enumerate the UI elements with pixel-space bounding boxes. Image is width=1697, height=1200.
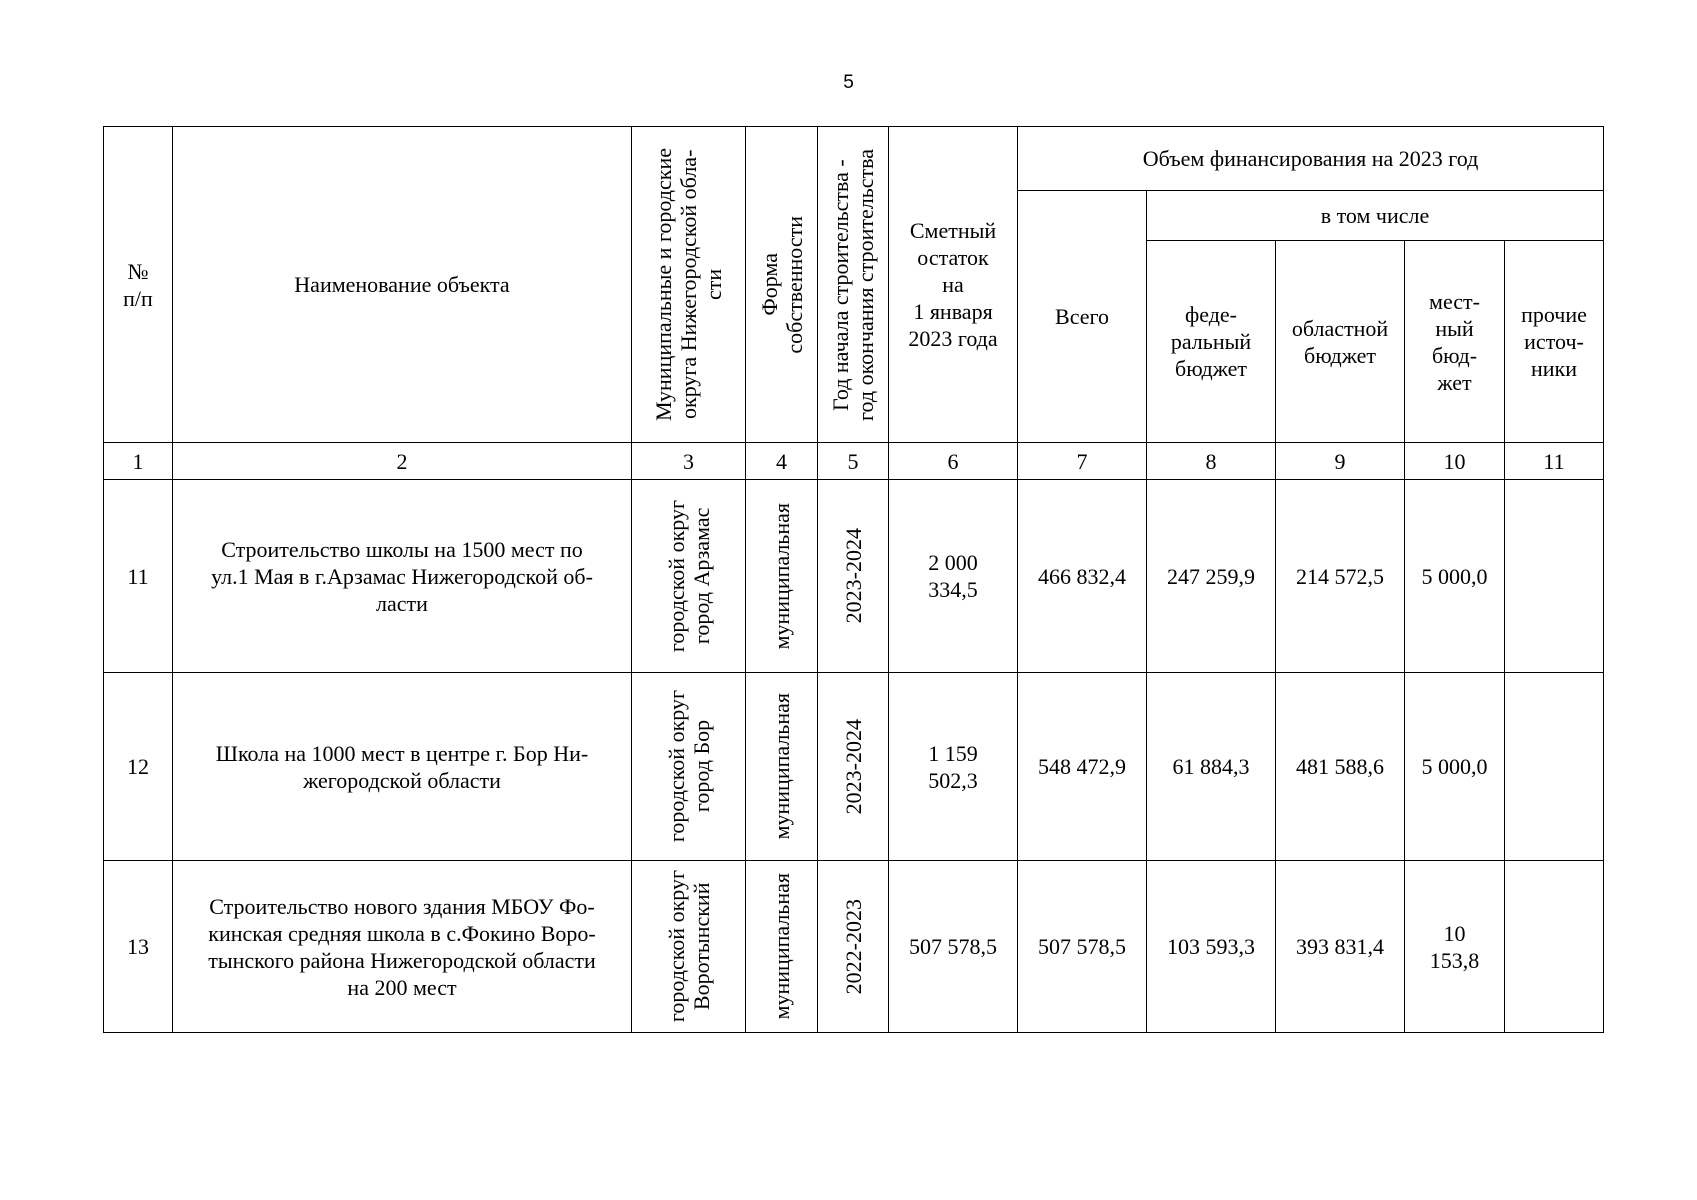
header-funding: Объем финансирования на 2023 год xyxy=(1018,127,1604,191)
row-estimate: 2 000 334,5 xyxy=(889,480,1018,673)
header-total: Всего xyxy=(1018,191,1147,443)
row-name: Строительство нового здания МБОУ Фо- кинская средняя школа в с.Фокино Воро- тынского района Нижегородской области на 200 мест xyxy=(173,861,632,1033)
row-regional: 481 588,6 xyxy=(1276,673,1405,861)
row-regional: 393 831,4 xyxy=(1276,861,1405,1033)
row-ownership: муниципальная xyxy=(746,673,818,861)
header-other: прочие источ- ники xyxy=(1505,241,1604,443)
table-row xyxy=(104,673,1604,861)
header-name: Наименование объекта xyxy=(173,127,632,443)
row-ownership: муниципальная xyxy=(746,480,818,673)
row-municipal: городской округ город Арзамас xyxy=(632,480,746,673)
column-number: 9 xyxy=(1276,443,1405,480)
page-number: 5 xyxy=(843,72,854,93)
column-number: 4 xyxy=(746,443,818,480)
column-number: 2 xyxy=(173,443,632,480)
row-local: 5 000,0 xyxy=(1405,673,1505,861)
row-municipal: городской округ Воротынский xyxy=(632,861,746,1033)
column-number-row xyxy=(104,443,1604,480)
header-years: Год начала строительства - год окончания строительства xyxy=(818,127,889,443)
header-local: мест- ный бюд- жет xyxy=(1405,241,1505,443)
header-estimate: Сметный остаток на 1 января 2023 года xyxy=(889,127,1018,443)
row-ownership: муниципальная xyxy=(746,861,818,1033)
row-local: 10 153,8 xyxy=(1405,861,1505,1033)
row-regional: 214 572,5 xyxy=(1276,480,1405,673)
column-number: 3 xyxy=(632,443,746,480)
row-federal: 61 884,3 xyxy=(1147,673,1276,861)
header-including: в том числе xyxy=(1147,191,1604,241)
row-name: Строительство школы на 1500 мест по ул.1 Мая в г.Арзамас Нижегородской об- ласти xyxy=(173,480,632,673)
row-num: 12 xyxy=(104,673,173,861)
row-estimate: 1 159 502,3 xyxy=(889,673,1018,861)
row-other xyxy=(1505,673,1604,861)
row-other xyxy=(1505,480,1604,673)
row-years: 2023-2024 xyxy=(818,673,889,861)
row-estimate: 507 578,5 xyxy=(889,861,1018,1033)
row-num: 11 xyxy=(104,480,173,673)
table-row xyxy=(104,480,1604,673)
row-local: 5 000,0 xyxy=(1405,480,1505,673)
financing-table xyxy=(103,126,1604,1033)
row-years: 2022-2023 xyxy=(818,861,889,1033)
row-total: 466 832,4 xyxy=(1018,480,1147,673)
column-number: 1 xyxy=(104,443,173,480)
column-number: 5 xyxy=(818,443,889,480)
row-federal: 103 593,3 xyxy=(1147,861,1276,1033)
row-name: Школа на 1000 мест в центре г. Бор Ни- жегородской области xyxy=(173,673,632,861)
row-years: 2023-2024 xyxy=(818,480,889,673)
row-other xyxy=(1505,861,1604,1033)
column-number: 10 xyxy=(1405,443,1505,480)
header-municipal: Муниципальные и городские округа Нижегородской обла- сти xyxy=(632,127,746,443)
column-number: 6 xyxy=(889,443,1018,480)
column-number: 11 xyxy=(1505,443,1604,480)
header-ownership: Форма собственности xyxy=(746,127,818,443)
header-federal: феде- ральный бюджет xyxy=(1147,241,1276,443)
header-regional: областной бюджет xyxy=(1276,241,1405,443)
column-number: 8 xyxy=(1147,443,1276,480)
header-num: № п/п xyxy=(104,127,173,443)
row-num: 13 xyxy=(104,861,173,1033)
row-total: 548 472,9 xyxy=(1018,673,1147,861)
column-number: 7 xyxy=(1018,443,1147,480)
row-total: 507 578,5 xyxy=(1018,861,1147,1033)
table-row xyxy=(104,861,1604,1033)
row-municipal: городской округ город Бор xyxy=(632,673,746,861)
row-federal: 247 259,9 xyxy=(1147,480,1276,673)
